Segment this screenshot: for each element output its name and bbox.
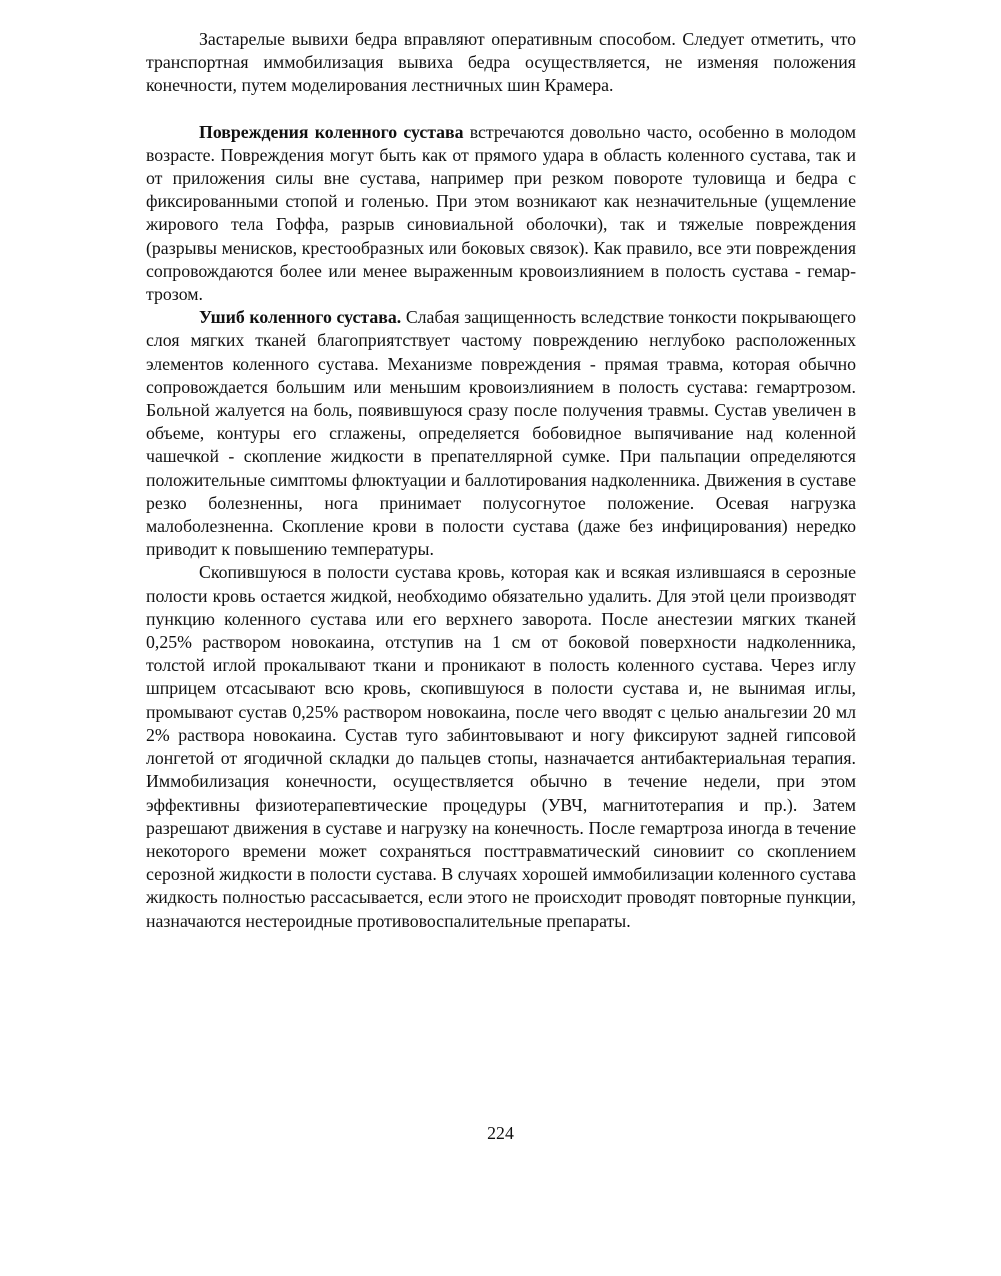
paragraph-text: Скопившуюся в полости сустава кровь, которая как и всякая излившаяся в серозные полости кровь остается жидкой, необходимо обязательно удалить. Для этой цели производят пункцию коленного сустава или его верхнего заворота. После анестезии мягких тканей 0,25% раствором новокаина, отступив на 1 см от боковой поверхности надколенника, толстой иглой прокалывают ткани и проникают в полость коленного сустава. Через иглу шприцем отсасывают всю кровь, скопившуюся в полости сустава и, не вынимая иглы, промывают сустав 0,25% раствором новокаина, после чего вводят с целью анальгезии 20 мл 2% раствора новокаина. Сустав туго забинтовывают и ногу фиксируют задней гипсовой лонгетой от ягодичной складки до пальцев стопы, назначается антибактериальная терапия. Иммобилизация конечности, осуществляется обычно в течение недели, при этом эффективны физиотерапевтические процедуры (УВЧ, магнитотерапия и пр.). Затем разрешают движения в суставе и нагрузку на конечность. После гемартроза иногда в течение некоторого времени может сохраняться посттравматический синовиит со скоплением серозной жидкости в полости сустава. В случаях хорошей иммобилизации коленного сустава жидкость полностью рассасывается, если этого не происходит проводят повторные пункции, назначаются нестероидные противовоспалительные препараты.	[146, 562, 856, 931]
paragraph-joint-puncture	[146, 561, 856, 932]
page-body	[146, 28, 856, 933]
section-heading-knee-contusion: Ушиб коленного сустава.	[199, 307, 402, 328]
paragraph-text: встречаются довольно часто, особенно в молодом возрасте. Повреждения могут быть как от прямого удара в область коленного сустава, так и от приложения силы вне сустава, например при резком повороте туловища и бедра с фиксированными стопой и голенью. При этом возникают как незначительные (ущемление жирового тела Гоффа, разрыв синовиальной оболочки), так и тяжелые повреждения (разрывы менисков, крестообразных или боковых связок). Как правило, все эти повреждения сопровождаются более или менее выраженным кровоизлиянием в полость сустава - гемартрозом.	[146, 121, 856, 305]
paragraph-text: Слабая защищенность вследствие тонкости покрывающего слоя мягких тканей благоприятствует частому повреждению неглубоко расположенных элементов коленного сустава. Механизме повреждения - прямая травма, которая обычно сопровождается большим или меньшим кровоизлиянием в полость сустава: гемартрозом. Больной жалуется на боль, появившуюся сразу после получения травмы. Сустав увеличен в объеме, контуры его сглажены, определяется бобовидное выпячивание над коленной чашечкой - скопление жидкости в препателлярной сумке. При пальпации определяются положительные симптомы флюктуации и баллотирования надколенника. Движения в суставе резко болезненны, нога принимает полусогнутое положение. Осевая нагрузка малоболезненна. Скопление крови в полости сустава (даже без инфицирования) нередко приводит к повышению температуры.	[146, 307, 856, 560]
paragraph-old-hip-dislocation	[146, 28, 856, 98]
paragraph-knee-injuries	[146, 121, 856, 307]
page-number: 224	[487, 1123, 514, 1143]
section-heading-knee-injuries: Повреждения коленного сустава	[199, 121, 464, 142]
paragraph-text: Застарелые вывихи бедра вправляют оперативным способом. Следует отметить, что транспортная иммобилизация вывиха бедра осуществляется, не изменяя положения конечности, путем моделирования лестничных шин Крамера.	[146, 29, 856, 96]
paragraph-knee-contusion	[146, 306, 856, 561]
